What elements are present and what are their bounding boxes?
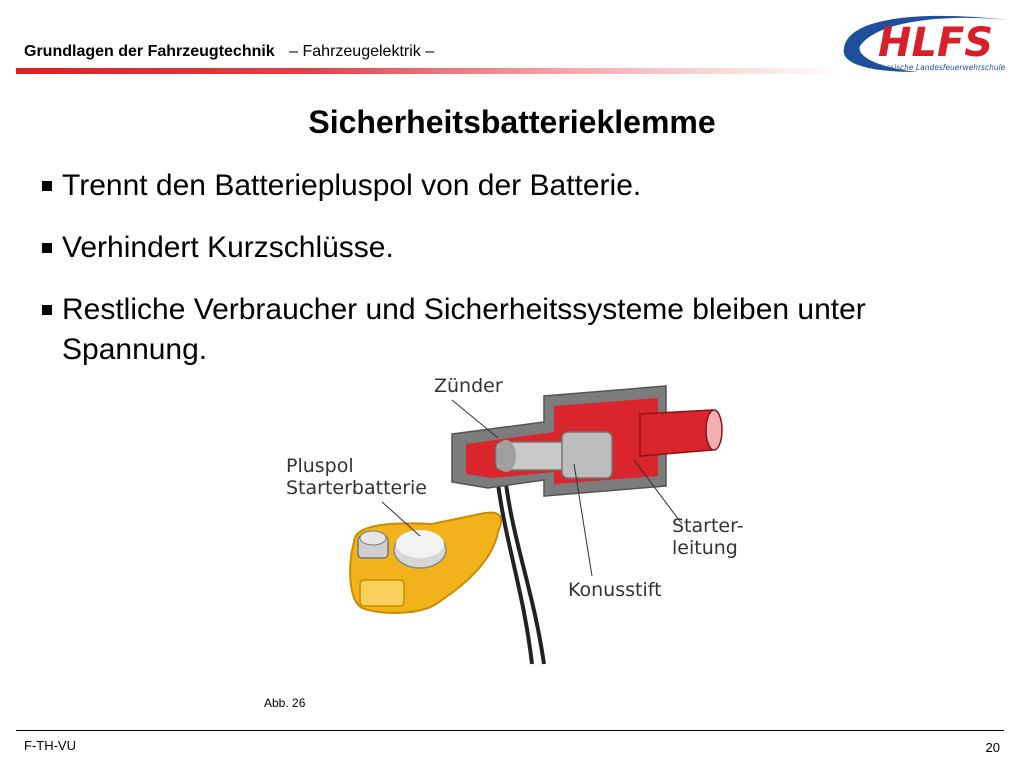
label-pluspol-line2: Starterbatterie (286, 477, 427, 499)
logo-subtitle: Hessische Landesfeuerwehrschule (876, 63, 1006, 72)
label-starter-line1: Starter- (672, 515, 744, 537)
slide-header (24, 43, 434, 61)
bullet-item (40, 166, 940, 206)
hlfs-logo (838, 8, 1016, 78)
course-subject: – Fahrzeugelektrik – (289, 43, 435, 60)
page-number: 20 (985, 740, 1000, 755)
slide-title: Sicherheitsbatterieklemme (308, 104, 716, 140)
bullet-item (40, 290, 940, 370)
label-konusstift: Konusstift (568, 579, 662, 601)
bullet-text: Restliche Verbraucher und Sicherheitssysteme bleiben unter Spannung. (62, 293, 866, 366)
battery-clamp-illustration (262, 364, 782, 674)
bullet-text: Trennt den Batteriepluspol von der Batterie. (62, 169, 642, 202)
bullet-item (40, 228, 940, 268)
footer-code: F-TH-VU (24, 738, 76, 753)
logo-text: HLFS (878, 20, 994, 66)
bullet-list (40, 166, 940, 392)
label-pluspol-line1: Pluspol (286, 455, 354, 477)
figure-caption: Abb. 26 (264, 696, 306, 710)
footer-divider (16, 730, 1004, 731)
header-divider (16, 68, 846, 74)
square-bullet-icon (42, 243, 52, 253)
bullet-text: Verhindert Kurzschlüsse. (62, 231, 394, 264)
label-starter-line2: leitung (672, 537, 738, 559)
square-bullet-icon (42, 305, 52, 315)
square-bullet-icon (42, 181, 52, 191)
course-title: Grundlagen der Fahrzeugtechnik (24, 43, 275, 60)
label-zuender: Zünder (434, 375, 503, 397)
